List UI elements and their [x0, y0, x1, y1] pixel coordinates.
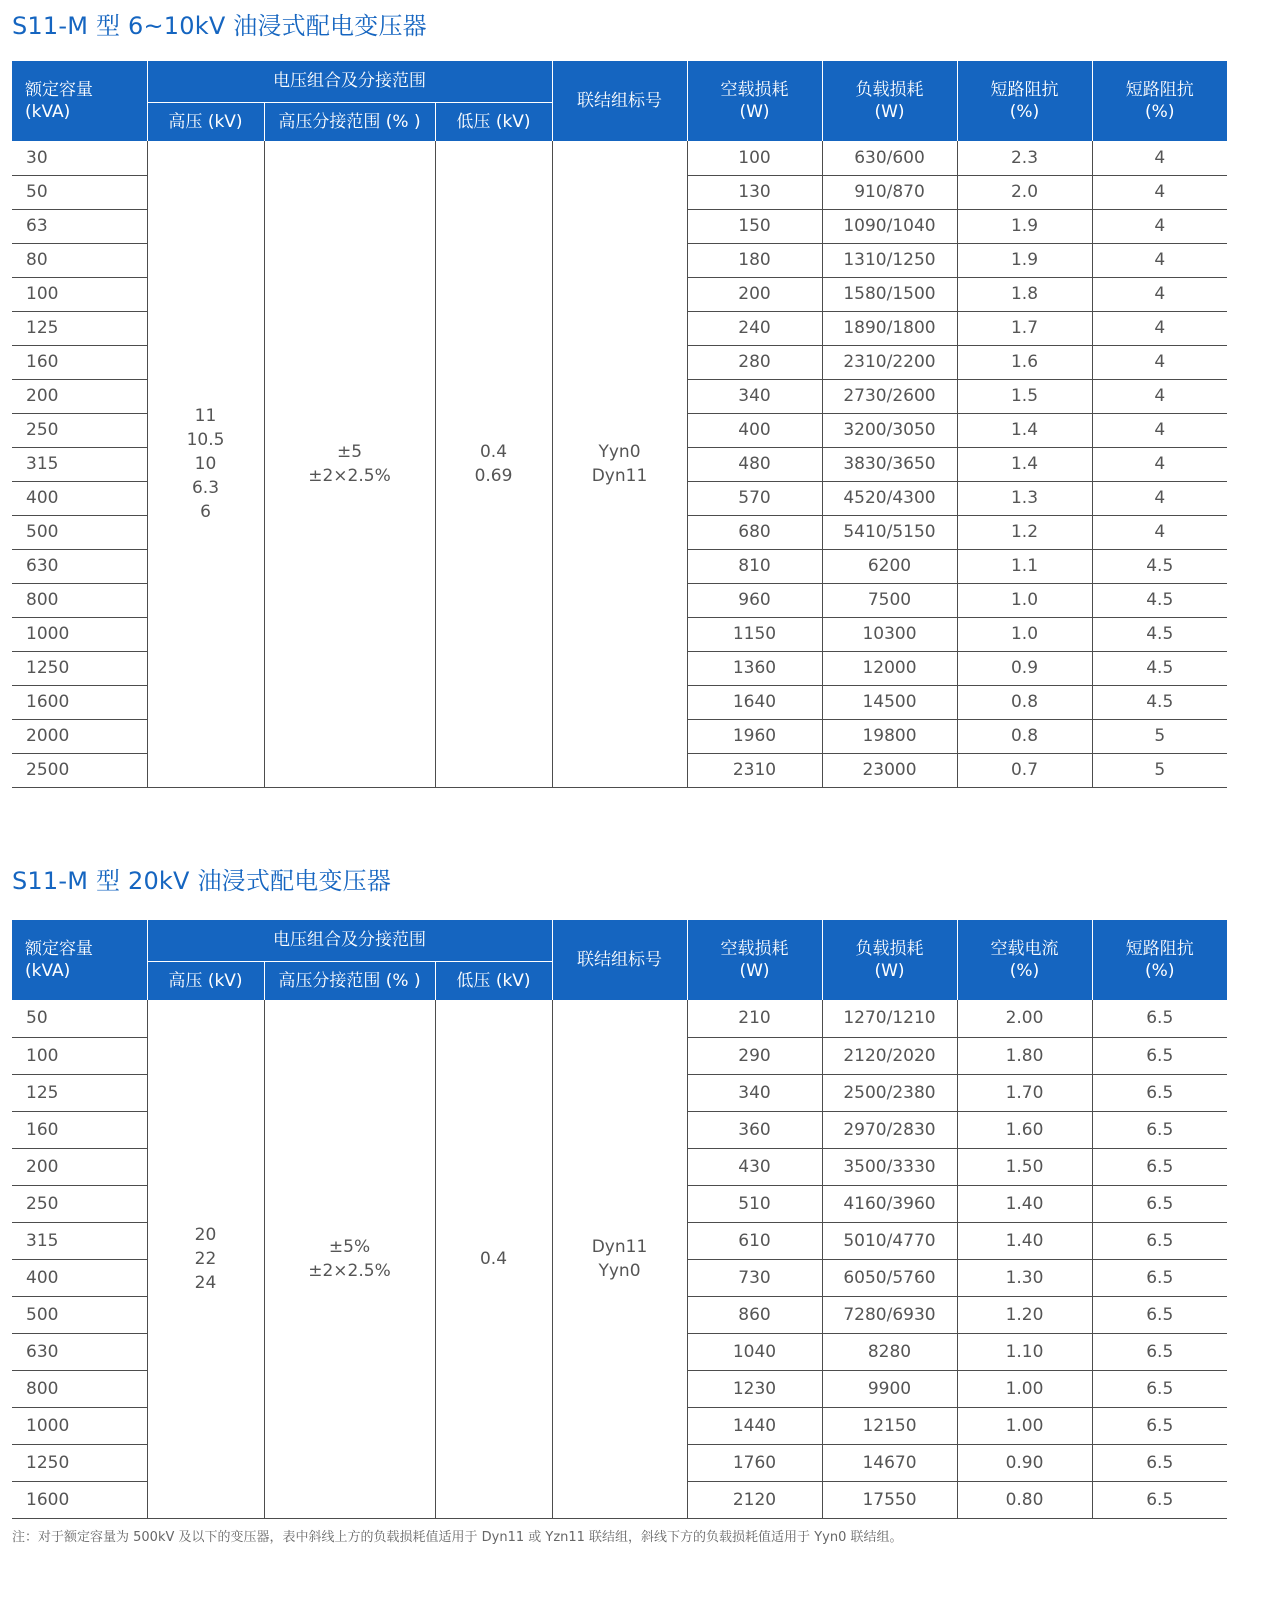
cell-col7: 1.2 [957, 515, 1092, 549]
cell-noload-loss: 360 [687, 1111, 822, 1148]
header-text: 空载损耗 [720, 939, 789, 959]
cell-col7: 0.80 [957, 1481, 1092, 1518]
header-col7 [957, 61, 1092, 141]
header-text: (kVA) [25, 961, 71, 981]
header-load-loss [822, 61, 957, 141]
cell-capacity: 1600 [12, 1481, 147, 1518]
cell-load-loss: 5410/5150 [822, 515, 957, 549]
cell-load-loss: 12000 [822, 651, 957, 685]
header-text: (W) [874, 961, 905, 981]
cell-col7: 1.8 [957, 277, 1092, 311]
cell-col8: 4.5 [1092, 617, 1227, 651]
cell-noload-loss: 150 [687, 209, 822, 243]
cell-noload-loss: 400 [687, 413, 822, 447]
merged-value: 0.4 [479, 441, 508, 462]
cell-load-loss: 14670 [822, 1444, 957, 1481]
cell-col8: 4 [1092, 515, 1227, 549]
merged-value: 0.4 [479, 1248, 508, 1269]
header-text: (W) [874, 102, 905, 122]
cell-load-loss: 2120/2020 [822, 1037, 957, 1074]
cell-col7: 1.20 [957, 1296, 1092, 1333]
cell-load-loss: 1310/1250 [822, 243, 957, 277]
transformer-table-6-10kv [12, 61, 1227, 788]
cell-capacity: 315 [12, 447, 147, 481]
cell-connection-merged [552, 1000, 687, 1518]
merged-value: ±5 [336, 441, 363, 462]
cell-noload-loss: 180 [687, 243, 822, 277]
cell-load-loss: 2970/2830 [822, 1111, 957, 1148]
cell-capacity: 50 [12, 175, 147, 209]
cell-col7: 1.80 [957, 1037, 1092, 1074]
cell-col8: 6.5 [1092, 1037, 1227, 1074]
header-lv: 低压 (kV) [435, 102, 552, 141]
header-text: 空载电流 [990, 939, 1059, 959]
cell-col7: 0.8 [957, 685, 1092, 719]
cell-col7: 1.0 [957, 583, 1092, 617]
cell-noload-loss: 1040 [687, 1333, 822, 1370]
header-text: (%) [1009, 961, 1040, 981]
header-tap: 高压分接范围 (% ) [264, 961, 435, 1000]
header-text: 负载损耗 [855, 939, 924, 959]
cell-noload-loss: 1150 [687, 617, 822, 651]
cell-noload-loss: 200 [687, 277, 822, 311]
header-text: 额定容量 [25, 80, 93, 100]
cell-col8: 4 [1092, 481, 1227, 515]
cell-noload-loss: 210 [687, 1000, 822, 1037]
cell-hv-merged [147, 141, 264, 787]
cell-col8: 5 [1092, 753, 1227, 787]
cell-load-loss: 17550 [822, 1481, 957, 1518]
cell-capacity: 250 [12, 1185, 147, 1222]
merged-value: 0.69 [474, 465, 513, 486]
header-col8 [1092, 920, 1227, 1000]
cell-capacity: 100 [12, 277, 147, 311]
header-noload-loss [687, 920, 822, 1000]
cell-capacity: 1250 [12, 1444, 147, 1481]
cell-capacity: 250 [12, 413, 147, 447]
cell-capacity: 160 [12, 1111, 147, 1148]
header-text: (%) [1145, 961, 1175, 981]
cell-capacity: 100 [12, 1037, 147, 1074]
header-text: 短路阻抗 [990, 80, 1059, 100]
cell-col8: 4 [1092, 175, 1227, 209]
cell-col7: 2.0 [957, 175, 1092, 209]
cell-col7: 2.3 [957, 141, 1092, 175]
cell-noload-loss: 2120 [687, 1481, 822, 1518]
cell-col8: 4 [1092, 345, 1227, 379]
cell-load-loss: 7280/6930 [822, 1296, 957, 1333]
cell-noload-loss: 1640 [687, 685, 822, 719]
cell-col8: 6.5 [1092, 1111, 1227, 1148]
cell-col8: 6.5 [1092, 1481, 1227, 1518]
cell-capacity: 400 [12, 481, 147, 515]
cell-noload-loss: 340 [687, 379, 822, 413]
cell-load-loss: 5010/4770 [822, 1222, 957, 1259]
cell-capacity: 2000 [12, 719, 147, 753]
cell-load-loss: 4160/3960 [822, 1185, 957, 1222]
merged-value: Dyn11 [591, 465, 648, 486]
cell-col8: 4.5 [1092, 651, 1227, 685]
cell-noload-loss: 480 [687, 447, 822, 481]
section-1-title: S11-M 型 6~10kV 油浸式配电变压器 [12, 12, 427, 40]
cell-noload-loss: 960 [687, 583, 822, 617]
cell-capacity: 30 [12, 141, 147, 175]
cell-col8: 6.5 [1092, 1259, 1227, 1296]
cell-col8: 6.5 [1092, 1444, 1227, 1481]
cell-col8: 6.5 [1092, 1296, 1227, 1333]
cell-capacity: 1600 [12, 685, 147, 719]
cell-noload-loss: 860 [687, 1296, 822, 1333]
cell-hv-merged [147, 1000, 264, 1518]
cell-load-loss: 3500/3330 [822, 1148, 957, 1185]
header-hv: 高压 (kV) [147, 961, 264, 1000]
cell-noload-loss: 610 [687, 1222, 822, 1259]
cell-load-loss: 10300 [822, 617, 957, 651]
cell-noload-loss: 100 [687, 141, 822, 175]
cell-col7: 1.4 [957, 447, 1092, 481]
table-row [12, 1000, 1227, 1037]
cell-capacity: 1000 [12, 1407, 147, 1444]
cell-col7: 1.40 [957, 1185, 1092, 1222]
header-row [12, 920, 1227, 961]
cell-load-loss: 2730/2600 [822, 379, 957, 413]
cell-capacity: 63 [12, 209, 147, 243]
header-voltage-group: 电压组合及分接范围 [147, 61, 552, 102]
cell-col7: 1.00 [957, 1407, 1092, 1444]
cell-col8: 4 [1092, 413, 1227, 447]
merged-value: 10.5 [186, 429, 225, 450]
cell-load-loss: 23000 [822, 753, 957, 787]
header-capacity [12, 920, 147, 1000]
header-col8 [1092, 61, 1227, 141]
cell-col7: 1.30 [957, 1259, 1092, 1296]
cell-load-loss: 2500/2380 [822, 1074, 957, 1111]
merged-value: 11 [194, 405, 217, 426]
cell-capacity: 200 [12, 379, 147, 413]
cell-noload-loss: 510 [687, 1185, 822, 1222]
transformer-table-20kv [12, 920, 1227, 1519]
cell-load-loss: 8280 [822, 1333, 957, 1370]
cell-col8: 4 [1092, 141, 1227, 175]
cell-col7: 0.90 [957, 1444, 1092, 1481]
section-2-title: S11-M 型 20kV 油浸式配电变压器 [12, 867, 392, 895]
cell-col7: 1.40 [957, 1222, 1092, 1259]
cell-load-loss: 3830/3650 [822, 447, 957, 481]
cell-col8: 6.5 [1092, 1185, 1227, 1222]
cell-noload-loss: 810 [687, 549, 822, 583]
cell-noload-loss: 1760 [687, 1444, 822, 1481]
cell-load-loss: 1580/1500 [822, 277, 957, 311]
header-text: (W) [739, 961, 770, 981]
cell-capacity: 80 [12, 243, 147, 277]
merged-value: 20 [194, 1224, 217, 1245]
cell-col8: 4 [1092, 243, 1227, 277]
cell-noload-loss: 1360 [687, 651, 822, 685]
header-noload-loss [687, 61, 822, 141]
cell-col8: 6.5 [1092, 1370, 1227, 1407]
cell-load-loss: 3200/3050 [822, 413, 957, 447]
header-text: (%) [1145, 102, 1175, 122]
cell-capacity: 50 [12, 1000, 147, 1037]
cell-col8: 4 [1092, 447, 1227, 481]
header-load-loss [822, 920, 957, 1000]
cell-lv-merged [435, 1000, 552, 1518]
cell-capacity: 1000 [12, 617, 147, 651]
cell-load-loss: 12150 [822, 1407, 957, 1444]
cell-col8: 5 [1092, 719, 1227, 753]
table-row [12, 141, 1227, 175]
cell-col8: 6.5 [1092, 1222, 1227, 1259]
header-col7 [957, 920, 1092, 1000]
header-text: (%) [1009, 102, 1040, 122]
cell-col7: 1.0 [957, 617, 1092, 651]
header-hv: 高压 (kV) [147, 102, 264, 141]
merged-value: 22 [194, 1248, 217, 1269]
cell-load-loss: 9900 [822, 1370, 957, 1407]
cell-capacity: 200 [12, 1148, 147, 1185]
cell-capacity: 1250 [12, 651, 147, 685]
header-connection: 联结组标号 [552, 61, 687, 141]
merged-value: 10 [194, 453, 217, 474]
cell-col8: 4 [1092, 379, 1227, 413]
merged-value: ±2×2.5% [308, 465, 391, 486]
cell-capacity: 630 [12, 549, 147, 583]
cell-load-loss: 630/600 [822, 141, 957, 175]
cell-capacity: 125 [12, 311, 147, 345]
cell-lv-merged [435, 141, 552, 787]
merged-value: 24 [194, 1272, 217, 1293]
cell-col7: 1.6 [957, 345, 1092, 379]
cell-noload-loss: 430 [687, 1148, 822, 1185]
cell-load-loss: 910/870 [822, 175, 957, 209]
cell-capacity: 800 [12, 1370, 147, 1407]
header-text: 短路阻抗 [1125, 80, 1194, 100]
cell-load-loss: 4520/4300 [822, 481, 957, 515]
cell-load-loss: 7500 [822, 583, 957, 617]
cell-col8: 6.5 [1092, 1074, 1227, 1111]
merged-value: Yyn0 [598, 1260, 641, 1281]
cell-col7: 1.3 [957, 481, 1092, 515]
cell-load-loss: 6200 [822, 549, 957, 583]
cell-col8: 4.5 [1092, 583, 1227, 617]
cell-capacity: 630 [12, 1333, 147, 1370]
cell-col8: 6.5 [1092, 1333, 1227, 1370]
merged-value: 6 [200, 501, 211, 522]
cell-noload-loss: 1960 [687, 719, 822, 753]
cell-col8: 4 [1092, 209, 1227, 243]
cell-col7: 1.1 [957, 549, 1092, 583]
cell-capacity: 800 [12, 583, 147, 617]
cell-load-loss: 1270/1210 [822, 1000, 957, 1037]
cell-noload-loss: 570 [687, 481, 822, 515]
cell-tap-merged [264, 141, 435, 787]
cell-load-loss: 1890/1800 [822, 311, 957, 345]
cell-noload-loss: 680 [687, 515, 822, 549]
cell-noload-loss: 240 [687, 311, 822, 345]
cell-col7: 0.8 [957, 719, 1092, 753]
cell-col7: 1.4 [957, 413, 1092, 447]
cell-capacity: 2500 [12, 753, 147, 787]
cell-col8: 4.5 [1092, 685, 1227, 719]
cell-col8: 4.5 [1092, 549, 1227, 583]
cell-load-loss: 14500 [822, 685, 957, 719]
header-row [12, 61, 1227, 102]
cell-col7: 1.5 [957, 379, 1092, 413]
cell-noload-loss: 1440 [687, 1407, 822, 1444]
cell-col7: 0.9 [957, 651, 1092, 685]
cell-capacity: 400 [12, 1259, 147, 1296]
header-text: 额定容量 [25, 939, 93, 959]
header-text: (W) [739, 102, 770, 122]
header-text: (kVA) [25, 102, 71, 122]
cell-connection-merged [552, 141, 687, 787]
cell-col7: 1.10 [957, 1333, 1092, 1370]
cell-load-loss: 1090/1040 [822, 209, 957, 243]
cell-load-loss: 19800 [822, 719, 957, 753]
cell-noload-loss: 340 [687, 1074, 822, 1111]
cell-load-loss: 2310/2200 [822, 345, 957, 379]
merged-value: ±5% [328, 1236, 371, 1257]
header-tap: 高压分接范围 (% ) [264, 102, 435, 141]
cell-noload-loss: 730 [687, 1259, 822, 1296]
header-capacity [12, 61, 147, 141]
cell-col8: 6.5 [1092, 1407, 1227, 1444]
cell-col7: 0.7 [957, 753, 1092, 787]
cell-col8: 4 [1092, 311, 1227, 345]
header-voltage-group: 电压组合及分接范围 [147, 920, 552, 961]
cell-tap-merged [264, 1000, 435, 1518]
cell-col7: 1.9 [957, 209, 1092, 243]
merged-value: 6.3 [191, 477, 220, 498]
cell-col7: 1.00 [957, 1370, 1092, 1407]
cell-load-loss: 6050/5760 [822, 1259, 957, 1296]
cell-noload-loss: 290 [687, 1037, 822, 1074]
cell-col7: 2.00 [957, 1000, 1092, 1037]
cell-capacity: 500 [12, 1296, 147, 1333]
header-lv: 低压 (kV) [435, 961, 552, 1000]
cell-col7: 1.60 [957, 1111, 1092, 1148]
cell-col7: 1.50 [957, 1148, 1092, 1185]
merged-value: ±2×2.5% [308, 1260, 391, 1281]
merged-value: Yyn0 [598, 441, 641, 462]
merged-value: Dyn11 [591, 1236, 648, 1257]
cell-noload-loss: 130 [687, 175, 822, 209]
cell-col7: 1.70 [957, 1074, 1092, 1111]
cell-capacity: 315 [12, 1222, 147, 1259]
cell-capacity: 160 [12, 345, 147, 379]
header-text: 短路阻抗 [1125, 939, 1194, 959]
cell-noload-loss: 1230 [687, 1370, 822, 1407]
cell-col7: 1.7 [957, 311, 1092, 345]
header-text: 负载损耗 [855, 80, 924, 100]
cell-noload-loss: 280 [687, 345, 822, 379]
cell-col8: 6.5 [1092, 1148, 1227, 1185]
cell-col8: 4 [1092, 277, 1227, 311]
cell-noload-loss: 2310 [687, 753, 822, 787]
cell-col7: 1.9 [957, 243, 1092, 277]
cell-col8: 6.5 [1092, 1000, 1227, 1037]
cell-capacity: 125 [12, 1074, 147, 1111]
header-text: 空载损耗 [720, 80, 789, 100]
cell-capacity: 500 [12, 515, 147, 549]
footnote: 注：对于额定容量为 500kV 及以下的变压器，表中斜线上方的负载损耗值适用于 Dyn11 或 Yzn11 联结组，斜线下方的负载损耗值适用于 Yyn0 联结组。 [12, 1530, 903, 1545]
header-connection: 联结组标号 [552, 920, 687, 1000]
